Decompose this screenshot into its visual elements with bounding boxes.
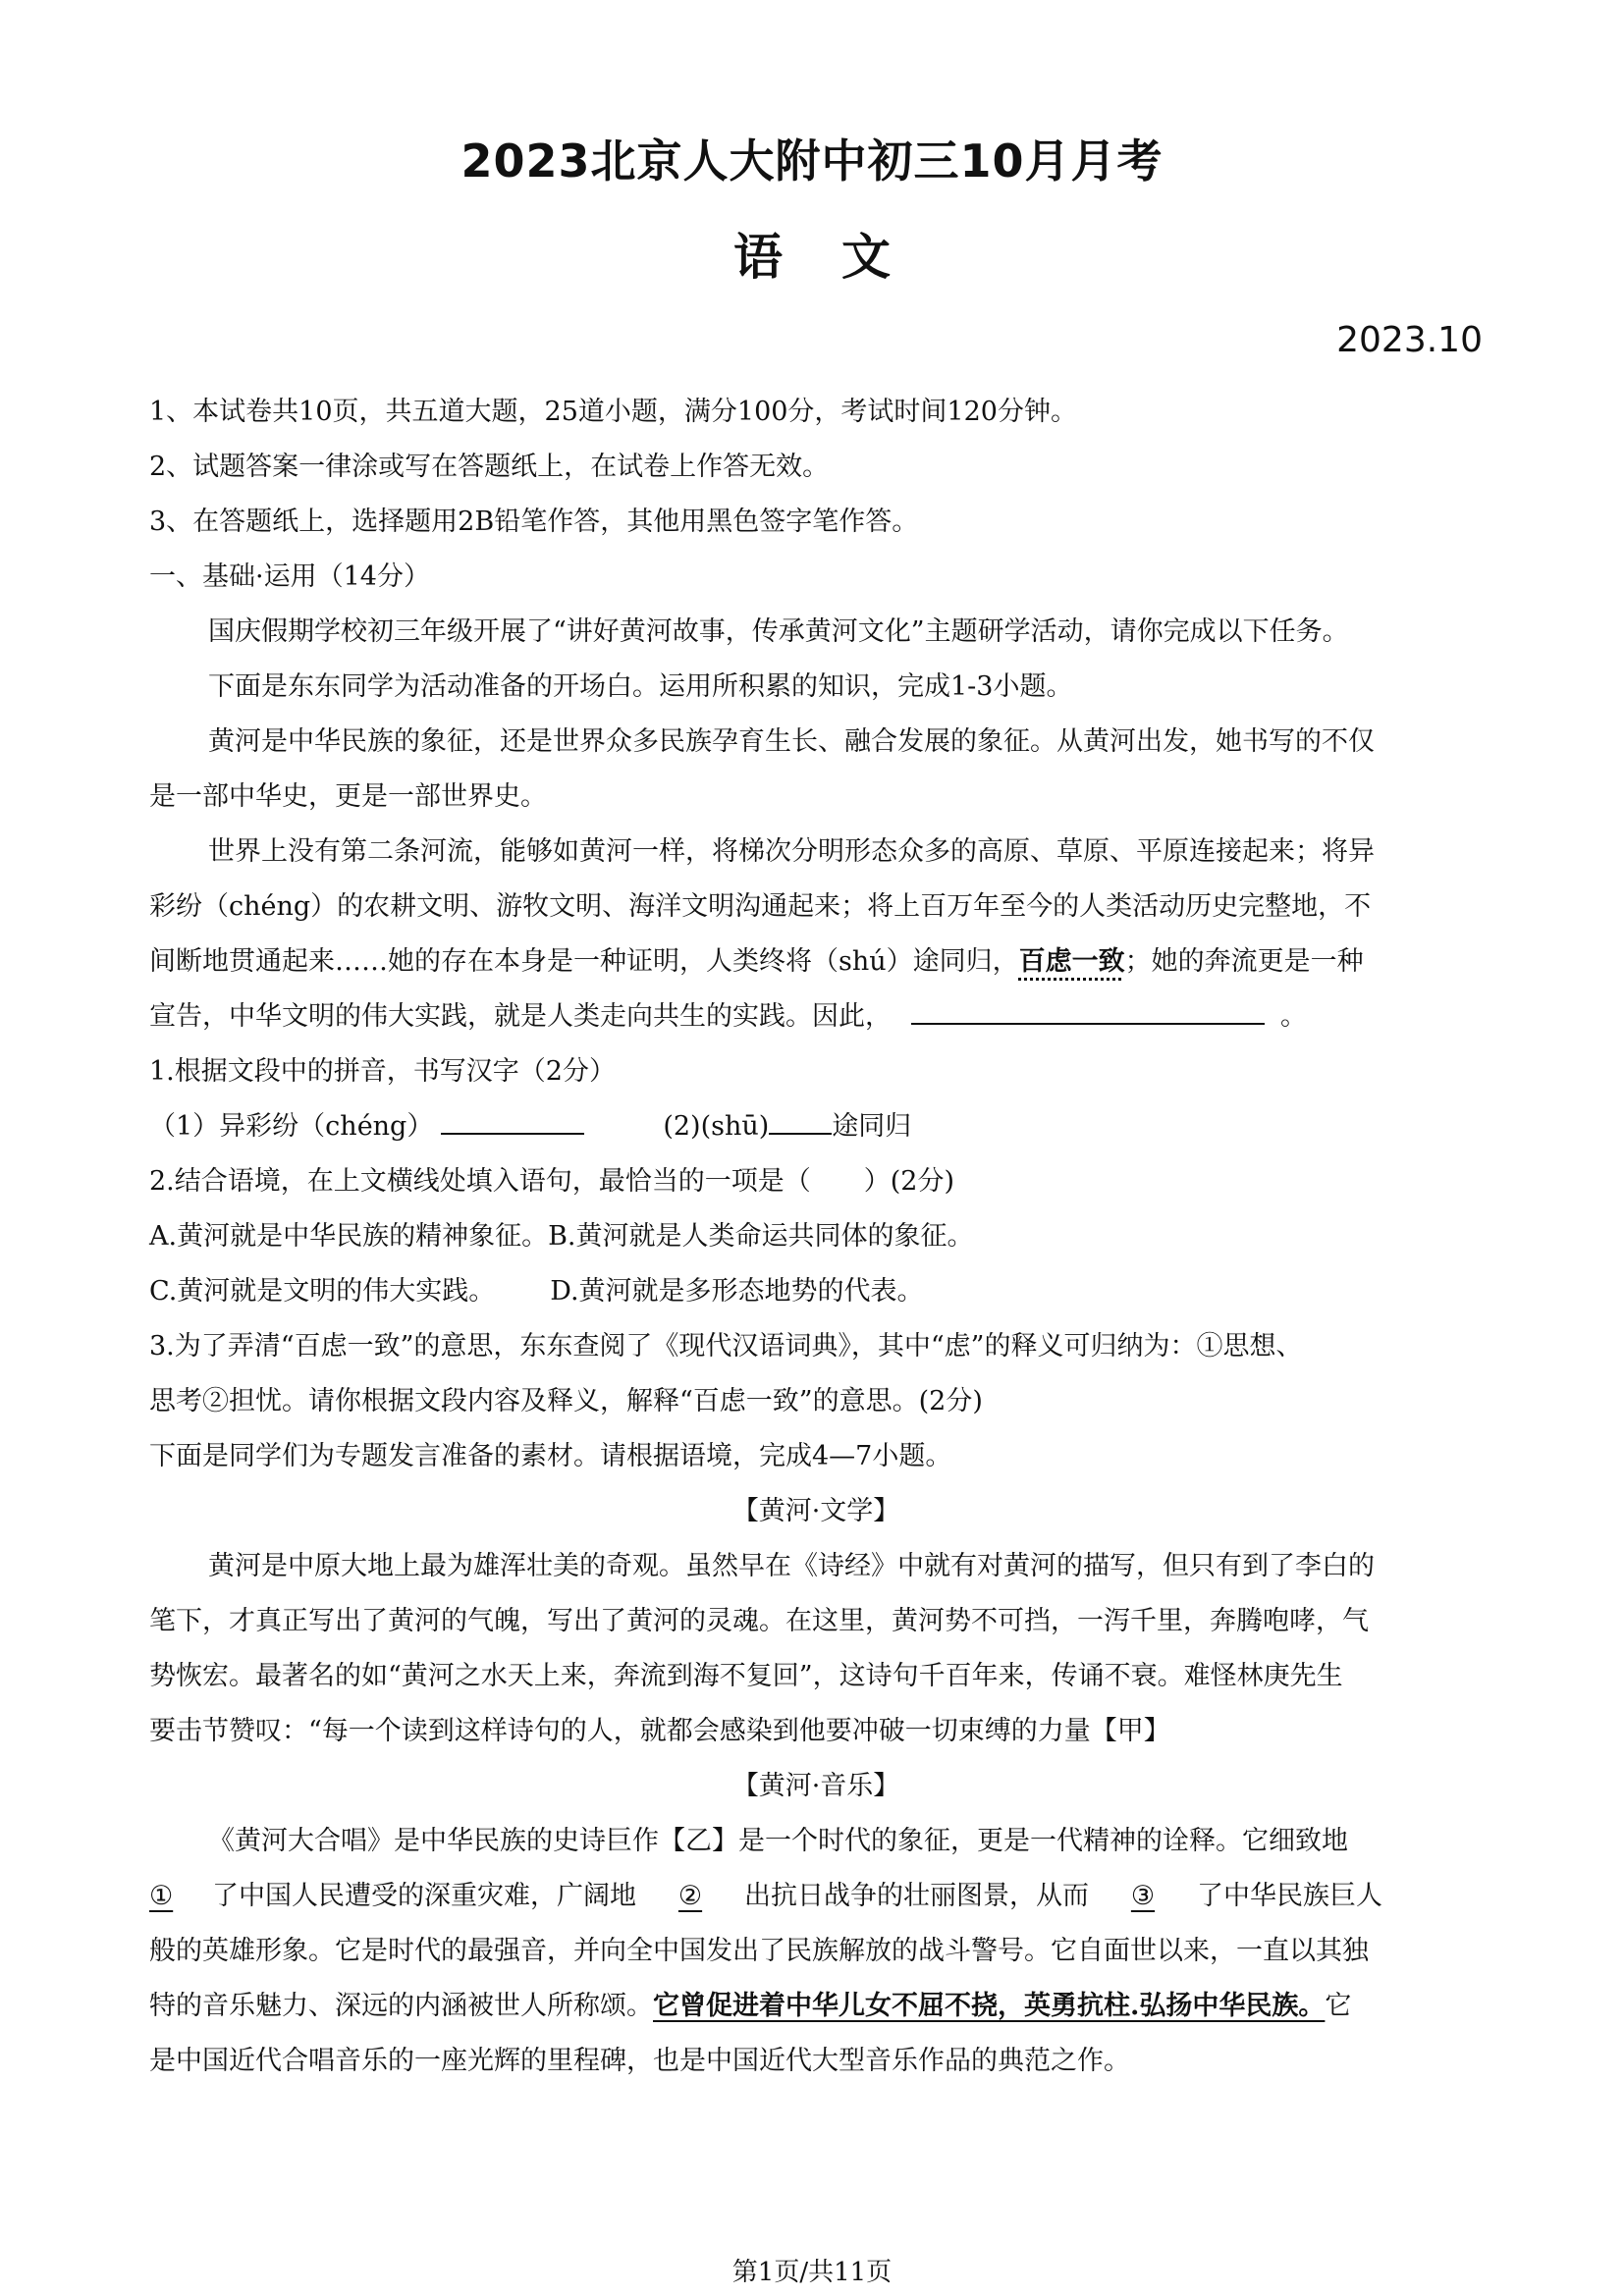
passage-text: 。 <box>1280 1001 1307 1032</box>
literature-line: 笔下，才真正写出了黄河的气魄，写出了黄河的灵魂。在这里，黄河势不可挡，一泻千里，奔腾咆哮，气 <box>149 1606 1369 1636</box>
literature-heading: 【黄河·文学】 <box>731 1496 900 1526</box>
music-heading: 【黄河·音乐】 <box>731 1771 900 1801</box>
question-1-part-b: (2)(shū) <box>663 1111 770 1142</box>
music-line: 般的英雄形象。它是时代的最强音，并向全中国发出了民族解放的战斗警号。它自面世以来，一直以其独 <box>149 1936 1369 1966</box>
underlined-sentence: 它曾促进着中华儿女不屈不挠，英勇抗柱.弘扬中华民族。 <box>653 1991 1326 2021</box>
question-1-part-a: （1）异彩纷（chéng） <box>149 1111 434 1142</box>
passage-line: 世界上没有第二条河流，能够如黄河一样，将梯次分明形态众多的高原、草原、平原连接起来；将异 <box>208 836 1375 867</box>
passage-line <box>149 989 1483 1044</box>
music-line: 《黄河大合唱》是中华民族的史诗巨作【乙】是一个时代的象征，更是一代精神的诠释。它细致地 <box>208 1826 1348 1856</box>
exam-content <box>149 385 1483 2089</box>
blank-2: ② <box>677 1881 703 1911</box>
passage-text: 宣告，中华文明的伟大实践，就是人类走向共生的实践。因此， <box>149 1001 892 1032</box>
passage-text: 间断地贯通起来……她的存在本身是一种证明，人类终将（shú）途同归， <box>149 946 1019 977</box>
blank-1: ① <box>149 1881 174 1911</box>
option-d: D.黄河就是多形态地势的代表。 <box>550 1276 924 1307</box>
passage-line: 是一部中华史，更是一部世界史。 <box>149 781 547 812</box>
note-2: 2、试题答案一律涂或写在答题纸上，在试卷上作答无效。 <box>149 452 830 482</box>
answer-blank <box>441 1103 584 1135</box>
question-1-stem: 1.根据文段中的拼音，书写汉字（2分） <box>149 1056 616 1087</box>
question-1-part-b-tail: 途同归 <box>832 1111 912 1142</box>
exam-title: 2023北京人大附中初三10月月考 <box>460 134 1164 187</box>
question-3-line: 思考②担忧。请你根据文段内容及释义，解释“百虑一致”的意思。(2分) <box>149 1386 983 1416</box>
note-1: 1、本试卷共10页，共五道大题，25道小题，满分100分，考试时间120分钟。 <box>149 397 1077 427</box>
literature-line: 黄河是中原大地上最为雄浑壮美的奇观。虽然早在《诗经》中就有对黄河的描写，但只有到了李白的 <box>208 1551 1375 1581</box>
music-line <box>149 1979 1483 2034</box>
blank-3: ③ <box>1130 1881 1156 1911</box>
music-text: 出抗日战争的壮丽图景，从而 <box>744 1881 1089 1911</box>
subject-title: 语文 <box>733 229 949 286</box>
page-footer: 第1页/共11页 <box>731 2258 893 2287</box>
question-2-stem: 2.结合语境，在上文横线处填入语句，最恰当的一项是（ ）(2分) <box>149 1166 955 1197</box>
exam-date: 2023.10 <box>1336 320 1483 360</box>
literature-line: 要击节赞叹：“每一个读到这样诗句的人，就都会感染到他要冲破一切束缚的力量【甲】 <box>149 1716 1170 1746</box>
note-3: 3、在答题纸上，选择题用2B铅笔作答，其他用黑色签字笔作答。 <box>149 507 919 537</box>
music-line <box>149 1869 1483 1924</box>
literature-line: 势恢宏。最著名的如“黄河之水天上来，奔流到海不复回”，这诗句千百年来，传诵不衰。难怪林庚先生 <box>149 1661 1343 1691</box>
music-text: 了中华民族巨人 <box>1197 1881 1382 1911</box>
question-2-options-cd <box>149 1264 1483 1319</box>
section-heading: 一、基础·运用（14分） <box>149 561 430 592</box>
passage-line: 黄河是中华民族的象征，还是世界众多民族孕育生长、融合发展的象征。从黄河出发，她书写的不仅 <box>208 726 1375 757</box>
question-3-line: 3.为了弄清“百虑一致”的意思，东东查阅了《现代汉语词典》，其中“虑”的释义可归纳为：①思想、 <box>149 1331 1303 1362</box>
option-c: C.黄河就是文明的伟大实践。 <box>149 1276 496 1307</box>
answer-blank <box>769 1103 832 1135</box>
answer-blank <box>911 993 1265 1025</box>
question-2-options-ab: A.黄河就是中华民族的精神象征。B.黄河就是人类命运共同体的象征。 <box>149 1221 974 1252</box>
material-intro: 下面是同学们为专题发言准备的素材。请根据语境，完成4—7小题。 <box>149 1441 952 1471</box>
section-intro-2: 下面是东东同学为活动准备的开场白。运用所积累的知识，完成1-3小题。 <box>208 671 1073 702</box>
music-line: 是中国近代合唱音乐的一座光辉的里程碑，也是中国近代大型音乐作品的典范之作。 <box>149 2046 1130 2076</box>
music-text: 它 <box>1325 1991 1352 2021</box>
music-text: 了中国人民遭受的深重灾难，广阔地 <box>212 1881 636 1911</box>
section-intro-1: 国庆假期学校初三年级开展了“讲好黄河故事，传承黄河文化”主题研学活动，请你完成以下任务。 <box>208 616 1349 647</box>
passage-line <box>149 934 1483 989</box>
emphasized-phrase: 百虑一致 <box>1018 946 1125 977</box>
question-1-items <box>149 1099 1483 1154</box>
music-text: 特的音乐魅力、深远的内涵被世人所称颂。 <box>149 1991 653 2021</box>
passage-line: 彩纷（chéng）的农耕文明、游牧文明、海洋文明沟通起来；将上百万年至今的人类活动历史完整地，不 <box>149 891 1372 922</box>
passage-text: ；她的奔流更是一种 <box>1124 946 1364 977</box>
